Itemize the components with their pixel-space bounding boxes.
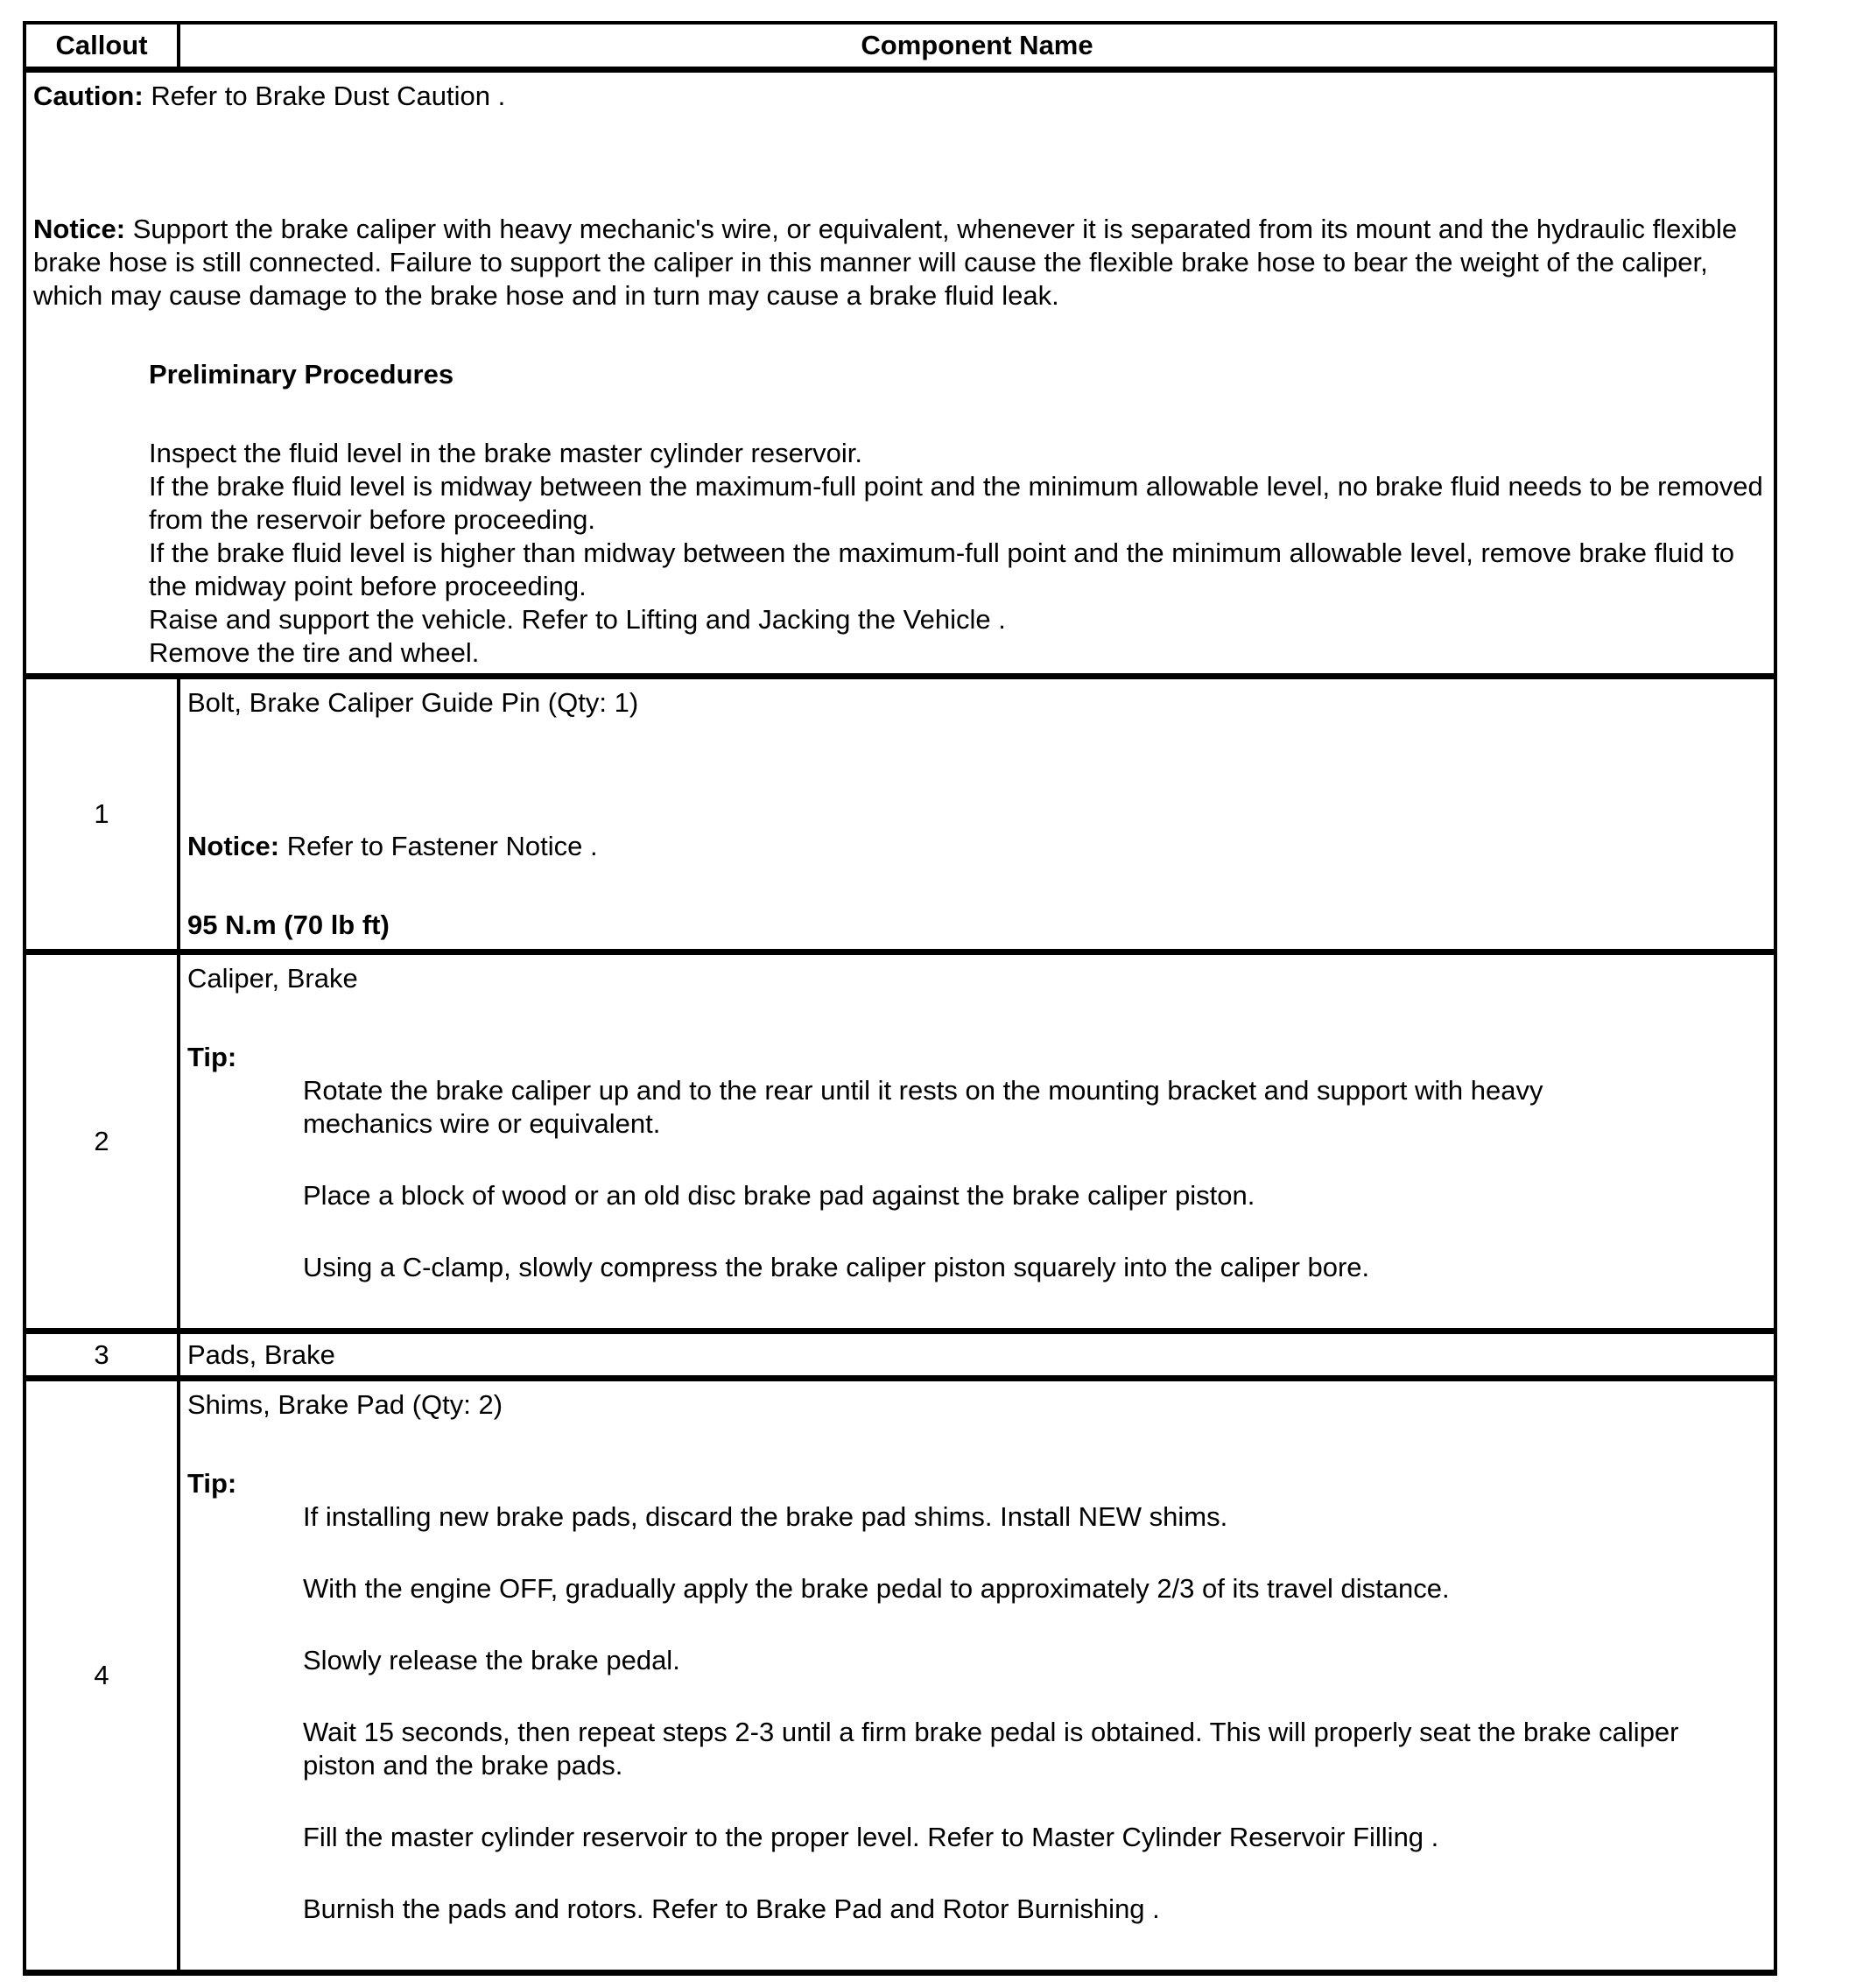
tip-item: Place a block of wood or an old disc brake pad against the brake caliper piston. <box>303 1180 1255 1211</box>
tip-item: With the engine OFF, gradually apply the brake pedal to approximately 2/3 of its travel distance. <box>303 1573 1450 1604</box>
tip-item: Burnish the pads and rotors. Refer to Brake Pad and Rotor Burnishing . <box>303 1893 1160 1924</box>
header-callout: Callout <box>25 23 179 70</box>
tip-item: Slowly release the brake pedal. <box>303 1645 680 1675</box>
component-name: Shims, Brake Pad (Qty: 2) <box>187 1389 503 1420</box>
preliminary-step: If the brake fluid level is midway between the maximum-full point and the minimum allowable level, no brake fluid needs to be removed from the reservoir before proceeding. <box>149 471 1763 535</box>
callout-number: 1 <box>25 677 179 952</box>
component-name: Pads, Brake <box>187 1339 335 1370</box>
torque-spec: 95 N.m (70 lb ft) <box>187 910 390 940</box>
tip-item: Using a C-clamp, slowly compress the brake caliper piston squarely into the caliper bore. <box>303 1252 1370 1282</box>
caution-text: Refer to Brake Dust Caution . <box>143 81 506 111</box>
preliminary-step: Inspect the fluid level in the brake master cylinder reservoir. <box>149 438 862 468</box>
tip-item: Wait 15 seconds, then repeat steps 2-3 until a firm brake pedal is obtained. This will properly seat the brake caliper piston and the brake pads. <box>303 1717 1679 1781</box>
notice-paragraph <box>187 830 1767 863</box>
caution-paragraph <box>33 80 1767 113</box>
tip-list <box>187 1074 1767 1284</box>
notice-paragraph <box>33 213 1767 313</box>
preliminary-step: Remove the tire and wheel. <box>149 637 480 668</box>
component-cell <box>179 952 1775 1331</box>
component-name: Bolt, Brake Caliper Guide Pin (Qty: 1) <box>187 687 639 718</box>
callout-number: 2 <box>25 952 179 1331</box>
component-cell <box>179 1331 1775 1379</box>
component-cell <box>179 1379 1775 1973</box>
notice-label: Notice: <box>33 214 126 244</box>
table-row <box>25 952 1775 1331</box>
notice-text: Refer to Fastener Notice . <box>279 831 598 861</box>
preliminary-step: Raise and support the vehicle. Refer to Lifting and Jacking the Vehicle . <box>149 604 1006 635</box>
table-row <box>25 1331 1775 1379</box>
tip-item: Fill the master cylinder reservoir to the proper level. Refer to Master Cylinder Reservoir Filling . <box>303 1822 1439 1852</box>
component-cell <box>179 677 1775 952</box>
table-header-row <box>25 23 1775 70</box>
tip-label: Tip: <box>187 1468 237 1499</box>
notice-text: Support the brake caliper with heavy mechanic's wire, or equivalent, whenever it is separated from its mount and the hydraulic flexible brake hose is still connected. Failure to support the caliper in this manner will cause the flexible brake hose to bear the weight of the caliper, which may cause damage to the brake hose and in turn may cause a brake fluid leak. <box>33 214 1738 311</box>
intro-cell <box>25 70 1775 677</box>
tip-list <box>187 1500 1767 1926</box>
preliminary-steps <box>33 437 1767 670</box>
component-table <box>23 21 1777 1976</box>
component-name: Caliper, Brake <box>187 963 358 994</box>
notice-label: Notice: <box>187 831 280 861</box>
tip-item: Rotate the brake caliper up and to the rear until it rests on the mounting bracket and support with heavy mechanics wire or equivalent. <box>303 1075 1543 1139</box>
tip-label: Tip: <box>187 1042 237 1072</box>
header-component-name: Component Name <box>179 23 1775 70</box>
table-row <box>25 677 1775 952</box>
intro-row <box>25 70 1775 677</box>
preliminary-procedures-title: Preliminary Procedures <box>149 359 454 390</box>
table-row <box>25 1379 1775 1973</box>
callout-number: 4 <box>25 1379 179 1973</box>
tip-item: If installing new brake pads, discard the brake pad shims. Install NEW shims. <box>303 1501 1228 1532</box>
caution-label: Caution: <box>33 81 144 111</box>
preliminary-step: If the brake fluid level is higher than midway between the maximum-full point and the minimum allowable level, remove brake fluid to the midway point before proceeding. <box>149 537 1734 601</box>
callout-number: 3 <box>25 1331 179 1379</box>
